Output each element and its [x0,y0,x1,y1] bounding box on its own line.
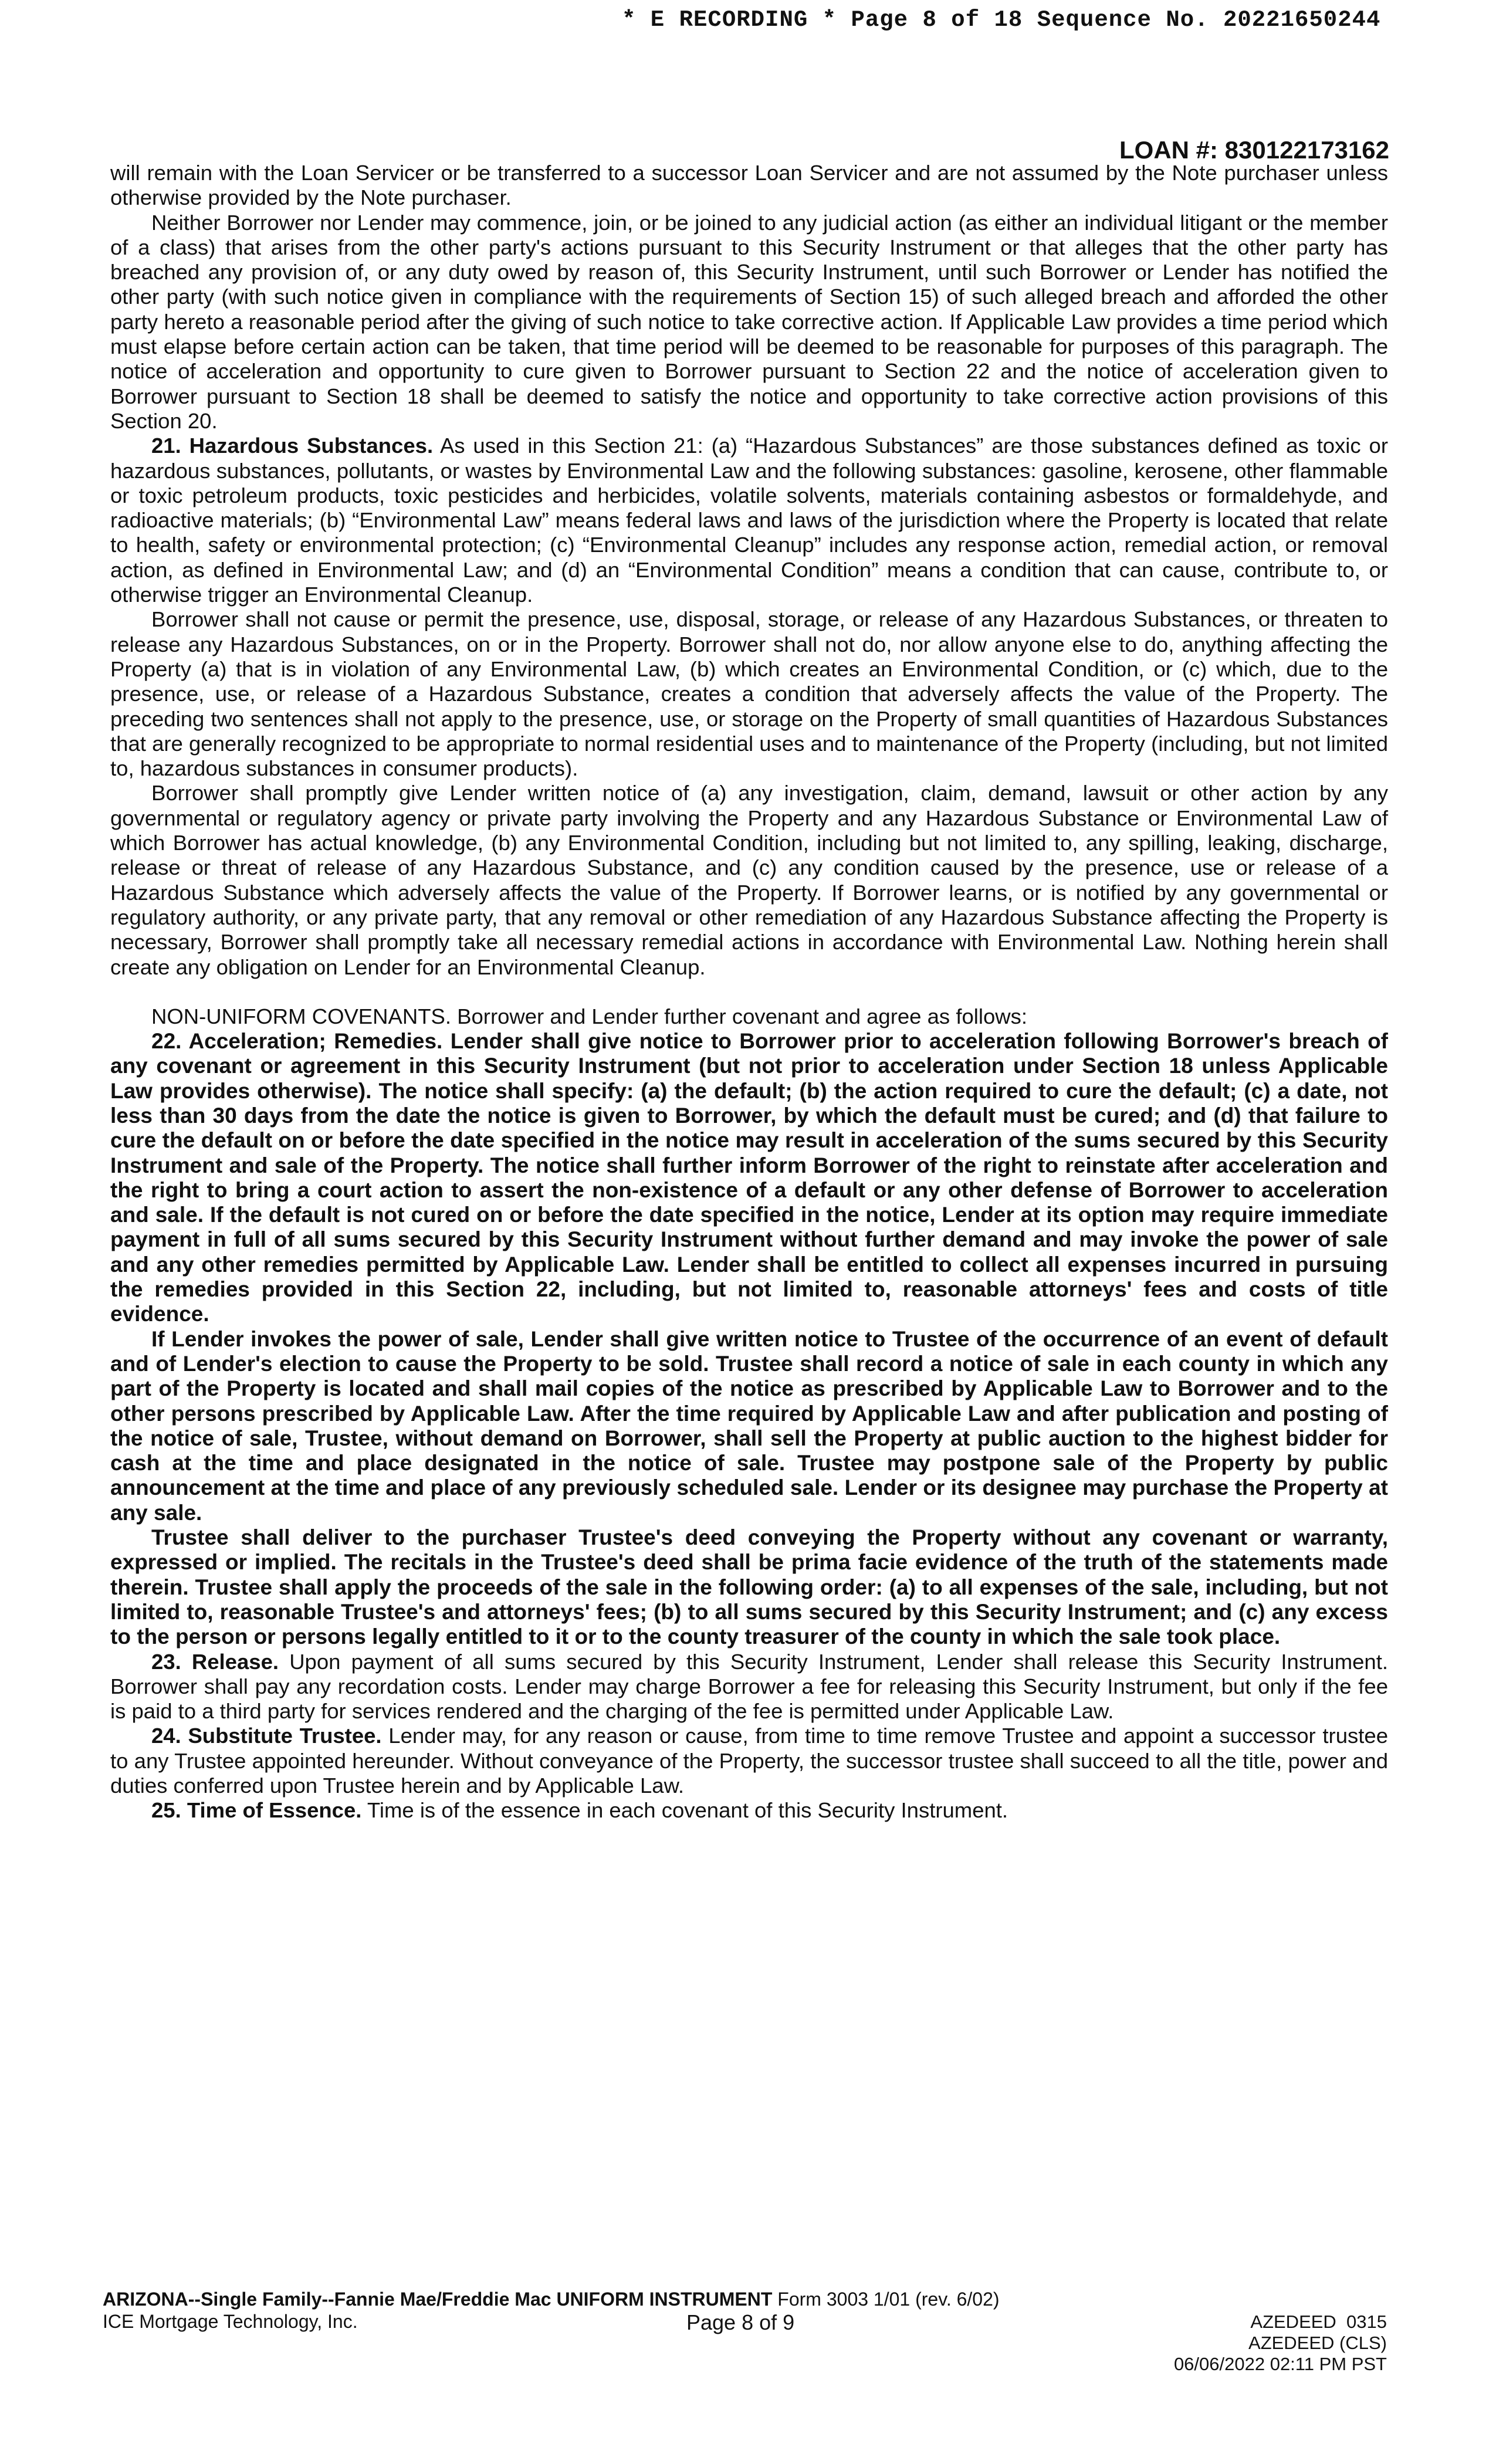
section-21-title: 21. Hazardous Substances. [151,434,434,458]
section-23 [110,1650,1388,1724]
footer-company: ICE Mortgage Technology, Inc. [103,2311,358,2332]
section-22-paragraph-3: Trustee shall deliver to the purchaser Trustee's deed conveying the Property without any covenant or warranty, expressed or implied. The recitals in the Trustee's deed shall be prima facie evidence of the truth of the statements made therein. Trustee shall apply the proceeds of the sale in the following order: (a) to all expenses of the sale, including, but not limited to, reasonable Trustee's and attorneys' fees; (b) to all sums secured by this Security Instrument; and (c) any excess to the person or persons legally entitled to it or to the county treasurer of the county in which the sale took place. [110,1525,1388,1649]
section-25-text: Time is of the essence in each covenant of this Security Instrument. [367,1798,1008,1823]
footer-form-line [103,2288,1000,2310]
section-25-title: 25. Time of Essence. [151,1798,362,1823]
section-24-text: Lender may, for any reason or cause, from time to time remove Trustee and appoint a successor trustee to any Trustee appointed hereunder. Without conveyance of the Property, the successor trustee shall succeed to all the title, power and duties conferred upon Trustee herein and by Applicable Law. [110,1724,1389,1798]
paragraph-notice-of-grievance: Neither Borrower nor Lender may commence, join, or be joined to any judicial action (as either an individual litigant or the member of a class) that arises from the other party's actions pursuant to this Security Instrument or that alleges that the other party has breached any provision of, or any duty owed by reason of, this Security Instrument, until such Borrower or Lender has notified the other party (with such notice given in compliance with the requirements of Section 15) of such alleged breach and afforded the other party hereto a reasonable period after the giving of such notice to take corrective action. If Applicable Law provides a time period which must elapse before certain action can be taken, that time period will be deemed to be reasonable for purposes of this paragraph. The notice of acceleration and opportunity to cure given to Borrower pursuant to Section 22 and the notice of acceleration given to Borrower pursuant to Section 18 shall be deemed to satisfy the notice and opportunity to take corrective action provisions of this Section 20. [110,210,1388,433]
footer-page-number: Page 8 of 9 [686,2310,795,2334]
section-23-title: 23. Release. [151,1649,279,1674]
loan-number: LOAN #: 830122173162 [1119,136,1389,164]
non-uniform-covenants: NON-UNIFORM COVENANTS. Borrower and Lender further covenant and agree as follows: [151,1004,1028,1028]
footer-code-1: AZEDEED 0315 [1250,2311,1387,2332]
section-21-paragraph-3: Borrower shall promptly give Lender written notice of (a) any investigation, claim, demand, lawsuit or other action by any governmental or regulatory agency or private party involving the Property and any Hazardous Substance or Environmental Law of which Borrower has actual knowledge, (b) any Environmental Condition, including but not limited to, any spilling, leaking, discharge, release or threat of release of any Hazardous Substance, and (c) any condition caused by the presence, use or release of a Hazardous Substance which adversely affects the value of the Property. If Borrower learns, or is notified by any governmental or regulatory authority, or any private party, that any removal or other remediation of any Hazardous Substance affecting the Property is necessary, Borrower shall promptly take all necessary remedial actions in accordance with Environmental Law. Nothing herein shall create any obligation on Lender for an Environmental Cleanup. [110,781,1388,979]
section-21-text: As used in this Section 21: (a) “Hazardous Substances” are those substances defined as toxic or hazardous substances, pollutants, or wastes by Environmental Law and the following substances: gasoline, kerosene, other flammable or toxic petroleum products, toxic pesticides and herbicides, volatile solvents, materials containing asbestos or formaldehyde, and radioactive materials; (b) “Environmental Law” means federal laws and laws of the jurisdiction where the Property is located that relate to health, safety or environmental protection; (c) “Environmental Cleanup” includes any response action, remedial action, or removal action, as defined in Environmental Law; and (d) an “Environmental Condition” means a condition that can cause, contribute to, or otherwise trigger an Environmental Cleanup. [110,434,1388,607]
section-21-paragraph-2: Borrower shall not cause or permit the presence, use, disposal, storage, or release of any Hazardous Substances, or threaten to release any Hazardous Substances, on or in the Property. Borrower shall not do, nor allow anyone else to do, anything affecting the Property (a) that is in violation of any Environmental Law, (b) which creates an Environmental Condition, or (c) which, due to the presence, use, or release of a Hazardous Substance, creates a condition that adversely affects the value of the Property. The preceding two sentences shall not apply to the presence, use, or storage on the Property of small quantities of Hazardous Substances that are generally recognized to be appropriate to normal residential uses and to maintenance of the Property (including, but not limited to, hazardous substances in consumer products). [110,607,1388,781]
recording-header: * E RECORDING * Page 8 of 18 Sequence No. 20221650244 [622,7,1381,33]
section-21 [110,434,1388,607]
section-24 [110,1724,1388,1798]
section-22: 22. Acceleration; Remedies. Lender shall give notice to Borrower prior to acceleration following Borrower's breach of any covenant or agreement in this Security Instrument (but not prior to acceleration under Section 18 unless Applicable Law provides otherwise). The notice shall specify: (a) the default; (b) the action required to cure the default; (c) a date, not less than 30 days from the date the notice is given to Borrower, by which the default must be cured; and (d) that failure to cure the default on or before the date specified in the notice may result in acceleration of the sums secured by this Security Instrument and sale of the Property. The notice shall further inform Borrower of the right to reinstate after acceleration and the right to bring a court action to assert the non-existence of a default or any other defense of Borrower to acceleration and sale. If the default is not cured on or before the date specified in the notice, Lender at its option may require immediate payment in full of all sums secured by this Security Instrument without further demand and may invoke the power of sale and any other remedies permitted by Applicable Law. Lender shall be entitled to collect all expenses incurred in pursuing the remedies provided in this Section 22, including, but not limited to, reasonable attorneys' fees and costs of title evidence. [110,1029,1388,1326]
paragraph-continuation: will remain with the Loan Servicer or be transferred to a successor Loan Servicer and are not assumed by the Note purchaser unless otherwise provided by the Note purchaser. [110,161,1388,210]
footer-form-number: Form 3003 1/01 (rev. 6/02) [777,2289,1000,2310]
footer-form-info [103,2288,1000,2333]
section-25 [110,1798,1388,1823]
footer-codes [1174,2311,1387,2375]
footer-timestamp: 06/06/2022 02:11 PM PST [1173,2354,1387,2374]
document-body [110,161,1388,1823]
footer-form-title: ARIZONA--Single Family--Fannie Mae/Freddie Mac UNIFORM INSTRUMENT [103,2289,773,2310]
footer-code-2: AZEDEED (CLS) [1248,2333,1387,2353]
section-22-paragraph-2: If Lender invokes the power of sale, Lender shall give written notice to Trustee of the occurrence of an event of default and of Lender's election to cause the Property to be sold. Trustee shall record a notice of sale in each county in which any part of the Property is located and shall mail copies of the notice as prescribed by Applicable Law to Borrower and to the other persons prescribed by Applicable Law. After the time required by Applicable Law and after publication and posting of the notice of sale, Trustee, without demand on Borrower, shall sell the Property at public auction to the highest bidder for cash at the time and place designated in the notice of sale. Trustee may postpone sale of the Property by public announcement at the time and place of any previously scheduled sale. Lender or its designee may purchase the Property at any sale. [110,1326,1388,1525]
section-24-title: 24. Substitute Trustee. [151,1724,382,1748]
section-23-text: Upon payment of all sums secured by this Security Instrument, Lender shall release this Security Instrument. Borrower shall pay any recordation costs. Lender may charge Borrower a fee for releasing this Security Instrument, but only if the fee is paid to a third party for services rendered and the charging of the fee is permitted under Applicable Law. [110,1649,1388,1724]
